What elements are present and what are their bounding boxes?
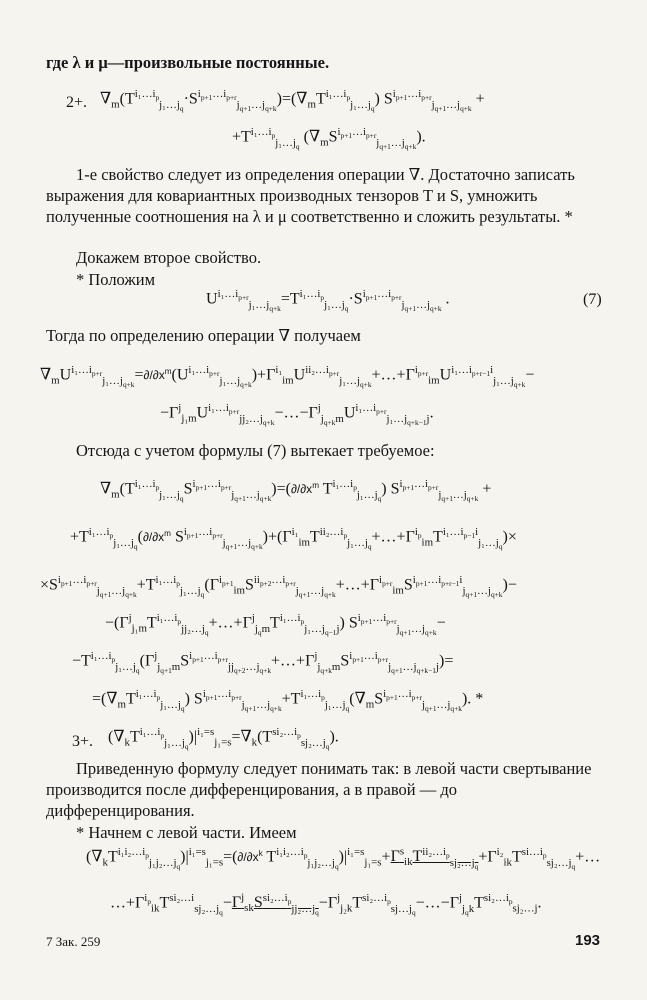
paragraph-first-property: 1-е свойство следует из определения операции ∇. Достаточно записать выражения для ковариантных производных тензоров T и S, умножить полученные соотношения на λ и μ соответственно и сложить результаты. *: [46, 165, 575, 226]
paragraph-then: Тогда по определению операции ∇ получаем: [46, 326, 361, 345]
formula-f3b: $+T^{i_1\dots i_p}_{j_1\dots j_q}(\partial/\partial x^m$ $S^{i_{p+1}\dots i_{p+r}}_{j_{q+1}\dots j_{q+k}})+(\Gamma^{i_1}_{im}T^{ii_2\dots i_p}_{j_1\dots j_q}+\dots+\Gamma^{i_p}_{im}T^{i_1\dots i_{p-1}i}_{j_1\dots j_q})\times$: [70, 526, 517, 551]
formula-f3c: $\times S^{i_{p+1}\dots i_{p+r}}_{j_{q+1}\dots j_{q+k}}+T^{i_1\dots i_p}_{j_1\dots j_q}(\Gamma^{i_{p+1}}_{im}S^{ii_{p+2}\dots i_{p+r}}_{j_{q+1}\dots j_{q+k}}+\dots+\Gamma^{i_{p+r}}_{im}S^{i_{p+1}\dots i_{p+r-1}i}_{j_{q+1}\dots j_{q+k}})-$: [40, 574, 517, 599]
formula-f3e: $-T^{i_1\dots i_p}_{j_1\dots j_q}(\Gamma^j_{j_{q+1}m}S^{i_{p+1}\dots i_{p+r}}_{jj_{q+2}\dots j_{q+k}}+\dots+\Gamma^j_{j_{q+k}m}S^{i_{p+1}\dots i_{p+r}}_{j_{q+1}\dots j_{q+k-1}j})=$: [72, 650, 454, 675]
formula-f3d: $-(\Gamma^j_{j_1m}T^{i_1\dots i_p}_{jj_2\dots j_q}+\dots+\Gamma^j_{j_qm}T^{i_1\dots i_p}_{j_1\dots j_{q-1}j})$ $S^{i_{p+1}\dots i_{p+r}}_{j_{q+1}\dots j_{q+k}}-$: [105, 612, 446, 637]
prop2-marker: 2+.: [66, 94, 88, 111]
formula-f2a: $\nabla_mU^{i_1\dots i_{p+r}}_{j_1\dots j_{q+k}}=\partial/\partial x^m(U^{i_1\dots i_{p+r}}_{j_1\dots j_{q+k}})+\Gamma^{i_1}_{im}U^{ii_2\dots i_{p+r}}_{j_1\dots j_{q+k}}+\dots+\Gamma^{i_{p+r}}_{im}U^{i_1\dots i_{p+r-1}i}_{j_1\dots j_{q+k}}-$: [40, 364, 535, 389]
paragraph-second-property: Докажем второе свойство.: [76, 248, 262, 267]
paragraph-hence: Отсюда с учетом формулы (7) вытекает требуемое:: [76, 441, 435, 460]
formula-f1a: $\nabla_m(T^{i_1\dots i_p}_{j_1\dots j_q}\cdot S^{i_{p+1}\dots i_{p+r}}_{j_{q+1}\dots j_{q+k}})=(\nabla_mT^{i_1\dots i_p}_{j_1\dots j_q}) S^{i_{p+1}\dots i_{p+r}}_{j_{q+1}\dots j_{q+k}}$ +: [100, 88, 485, 113]
paragraph-begin-left: * Начнем с левой части. Имеем: [76, 823, 297, 842]
prop3-marker: 3+.: [72, 733, 94, 750]
paragraph-formula-meaning: Приведенную формулу следует понимать так: в левой части свертывание производится после дифференцирования, а в правой — до дифференцирования.: [46, 759, 592, 820]
formula-f3a: $\nabla_m(T^{i_1\dots i_p}_{j_1\dots j_q}S^{i_{p+1}\dots i_{p+r}}_{j_{q+1}\dots j_{q+k}})=(\partial/\partial x^m$ $T^{i_1\dots i_p}_{j_1\dots j_q}$) $S^{i_{p+1}\dots i_{p+r}}_{j_{q+1}\dots j_{q+k}}$ +: [100, 478, 492, 503]
footer-signature: 7 Зак. 259: [46, 934, 101, 949]
formula-f4: $(\nabla_kT^{i_1\dots i_p}_{j_1\dots j_q})|^{i_1=s}_{j_1=s}=\nabla_k(T^{si_2\dots i_p}_{sj_2\dots j_q})$.: [108, 726, 339, 751]
equation-number-7: (7): [583, 291, 602, 308]
formula-f1b: $+T^{i_1\dots i_p}_{j_1\dots j_q}$ $(\nabla_mS^{i_{p+1}\dots i_{p+r}}_{j_{q+1}\dots j_{q+k}})$.: [232, 126, 426, 151]
intro-line: где λ и μ—произвольные постоянные.: [46, 53, 330, 72]
formula-f7: $U^{i_1\dots i_{p+r}}_{j_1\dots j_{q+k}}=T^{i_1\dots i_p}_{j_1\dots j_q}\cdot S^{i_{p+1}\dots i_{p+r}}_{j_{q+1}\dots j_{q+k}}$ .: [206, 288, 450, 313]
formula-f2b: $-\Gamma^j_{j_1m}U^{i_1\dots i_{p+r}}_{jj_2\dots j_{q+k}}-\dots-\Gamma^j_{j_{q+k}m}U^{i_1\dots i_{p+r}}_{j_1\dots j_{q+k-1}j}$.: [160, 402, 434, 427]
formula-f5a: $(\nabla_kT^{i_1i_2\dots i_p}_{j_1j_2\dots j_q})|^{i_1=s}_{j_1=s}=(\partial/\partial x^k$ $T^{i_1i_2\dots i_p}_{j_1j_2\dots j_q})|^{i_1=s}_{j_1=s}+\Gamma^s_{ik}T^{ii_2\dots i_p}_{sj_2\dots j_q}+\Gamma^{i_2}_{ik}T^{si\dots i_p}_{sj_2\dots j_q}+\dots$: [86, 846, 601, 871]
formula-f5b: $\dots+\Gamma^{i_p}_{ik}T^{si_2\dots i}_{sj_2\dots j_q}-\Gamma^j_{sk}S^{si_2\dots i_p}_{jj_2\dots j_q}-\Gamma^j_{j_2k}T^{si_2\dots i_p}_{sj\dots j_q}-\dots-\Gamma^j_{j_qk}T^{si_2\dots i_p}_{sj_2\dots j}$.: [110, 892, 542, 917]
paragraph-put: * Положим: [76, 270, 156, 289]
formula-f3f: $=(\nabla_mT^{i_1\dots i_p}_{j_1\dots j_q})$ $S^{i_{p+1}\dots i_{p+r}}_{j_{q+1}\dots j_{q+k}}+T^{i_1\dots i_p}_{j_1\dots j_q}(\nabla_mS^{i_{p+1}\dots i_{p+r}}_{j_{q+1}\dots j_{q+k}})$. *: [92, 688, 484, 713]
page-number: 193: [575, 932, 601, 949]
